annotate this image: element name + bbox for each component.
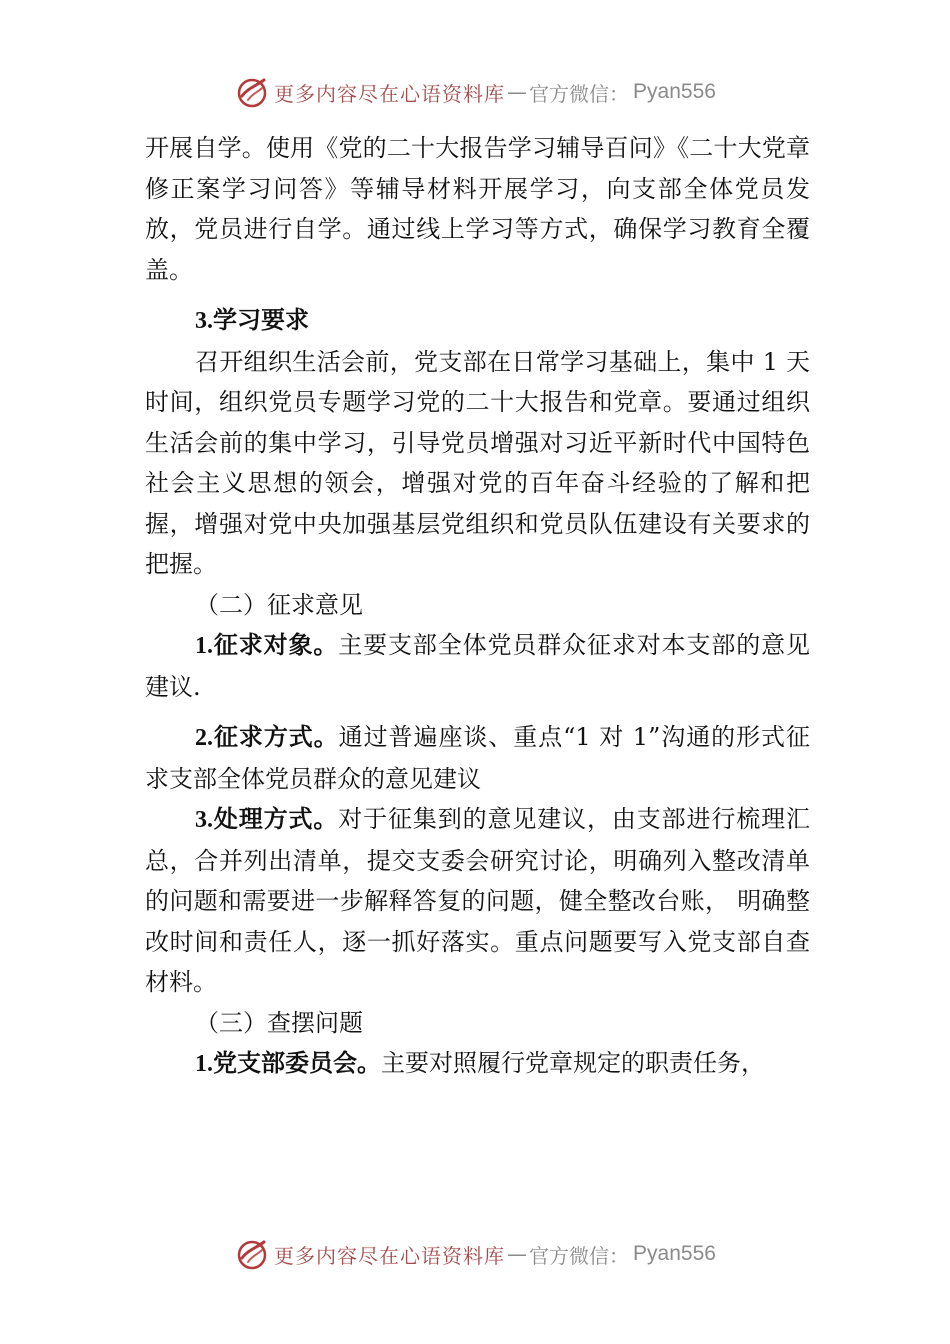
item-number: 3. xyxy=(195,807,213,833)
item-body: 主要支部全体党员群众征求对本支部的意见建议. xyxy=(145,631,810,701)
item-heading: 征求对象。 xyxy=(213,631,339,659)
watermark-logo-icon xyxy=(234,74,270,110)
watermark-header xyxy=(0,72,950,112)
heading-text: 学习要求 xyxy=(213,306,309,334)
watermark-wechat-id: Pyan556 xyxy=(633,1242,716,1265)
watermark-wechat-label: 官方微信： xyxy=(529,1243,630,1268)
item-solicit-target xyxy=(145,625,810,707)
item-heading: 征求方式。 xyxy=(213,723,339,751)
watermark-wechat-id: Pyan556 xyxy=(633,80,716,103)
item-number: 1. xyxy=(195,1051,213,1077)
item-number: 2. xyxy=(195,725,213,751)
item-heading: 党支部委员会。 xyxy=(213,1049,381,1077)
item-number: 1. xyxy=(195,633,213,659)
heading-study-requirements xyxy=(145,300,810,342)
heading-number: 3. xyxy=(195,308,213,334)
item-body: 主要对照履行党章规定的职责任务， xyxy=(381,1049,765,1077)
item-body: 对于征集到的意见建议，由支部进行梳理汇总，合并列出清单，提交支委会研究讨论，明确列入整改清单的问题和需要进一步解释答复的问题，健全整改台账， 明确整改时间和责任人，逐一抓好落实。重点问题要写入党支部自查材料。 xyxy=(145,805,810,996)
paragraph-study-requirements: 召开组织生活会前，党支部在日常学习基础上，集中 1 天时间，组织党员专题学习党的二十大报告和党章。要通过组织生活会前的集中学习，引导党员增强对习近平新时代中国特色社会主义思想的领会，增强对党的百年奋斗经验的了解和把握，增强对党中央加强基层党组织和党员队伍建设有关要求的把握。 xyxy=(145,347,810,578)
section-heading-check-problems: （三）查摆问题 xyxy=(195,1008,363,1037)
watermark-main-text: 更多内容尽在心语资料库 xyxy=(274,1243,506,1268)
watermark-dash: — xyxy=(507,80,528,104)
paragraph-self-study: 开展自学。使用《党的二十大报告学习辅导百问》《二十大党章修正案学习问答》等辅导材料开展学习，向支部全体党员发放，党员进行自学。通过线上学习等方式，确保学习教育全覆盖。 xyxy=(145,134,810,284)
item-heading: 处理方式。 xyxy=(213,805,339,833)
item-branch-committee xyxy=(145,1043,810,1085)
item-processing-method xyxy=(145,799,810,1003)
document-body xyxy=(145,128,810,1085)
watermark-logo-icon xyxy=(234,1236,270,1272)
item-solicit-method xyxy=(145,717,810,799)
watermark-main-text: 更多内容尽在心语资料库 xyxy=(274,81,506,106)
watermark-wechat-label: 官方微信： xyxy=(529,81,630,106)
watermark-dash: — xyxy=(507,1242,528,1266)
section-heading-solicit-opinions: （二）征求意见 xyxy=(195,590,363,619)
watermark-footer xyxy=(0,1234,950,1274)
item-body: 通过普遍座谈、重点“1 对 1”沟通的形式征求支部全体党员群众的意见建议 xyxy=(145,723,810,793)
